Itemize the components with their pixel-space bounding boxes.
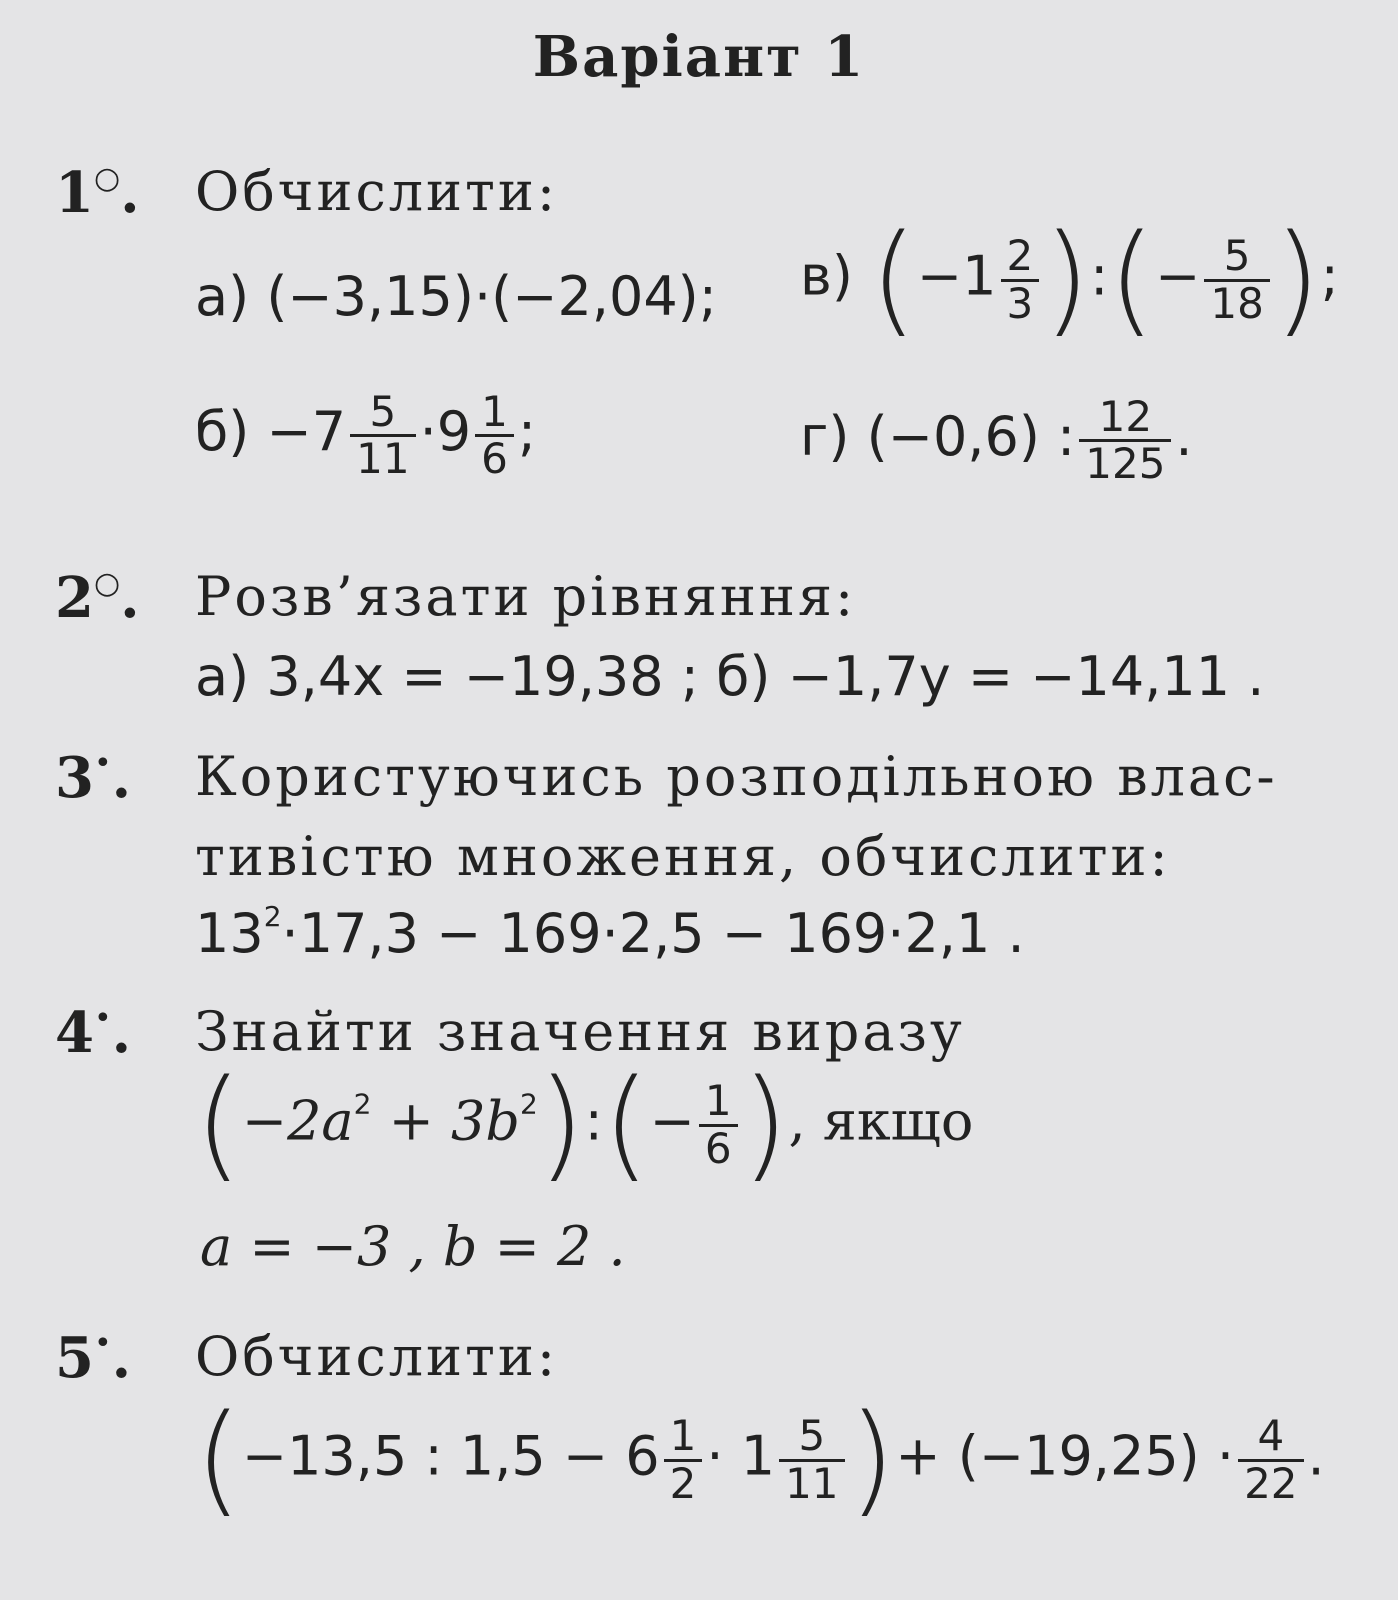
task-1-number: 1○. xyxy=(55,160,140,226)
task-4-heading: Знайти значення виразу xyxy=(195,1000,965,1063)
task-5-expression: (−13,5 : 1,5 − 6 $\frac{1}{2}$ · 1 $\frac{5}{11}$ )+ (−19,25) · $\frac{4}{22}$ . xyxy=(195,1390,1325,1529)
task-5-number: 5•. xyxy=(55,1325,132,1391)
task-4-expression: ($-2a^2$ + $3b^2):(-$ $\frac{1}{6}$ ), якщо xyxy=(195,1055,974,1194)
task-1-heading: Обчислити: xyxy=(195,160,559,223)
task-1v: в) (−1 $\frac{2}{3}$ ):(− $\frac{5}{18}$ ); xyxy=(800,210,1339,349)
task-4-condition: a = −3 , b = 2 . xyxy=(200,1215,626,1278)
task-3-heading: Користуючись розподільною влас- xyxy=(195,745,1278,808)
task-3-expression: $13^2\cdot 17,3 - 169\cdot 2,5 - 169\cdot 2,1$ . xyxy=(195,900,1025,965)
task-1a: а) (−3,15)·(−2,04); xyxy=(195,265,717,328)
task-5-heading: Обчислити: xyxy=(195,1325,559,1388)
page-title: Варіант 1 xyxy=(532,24,866,90)
task-3-number: 3•. xyxy=(55,745,132,811)
task-4-number: 4•. xyxy=(55,1000,132,1066)
task-1b: б) −7 $\frac{5}{11}$ ·9 $\frac{1}{6}$ ; xyxy=(195,387,537,484)
task-1g: г) (−0,6) : $\frac{12}{125}$ . xyxy=(800,392,1193,489)
task-2-equations: а) 3,4x = −19,38 ; б) −1,7y = −14,11 . xyxy=(195,645,1265,708)
task-2-number: 2○. xyxy=(55,565,140,631)
task-3-heading-cont: тивістю множення, обчислити: xyxy=(195,825,1171,888)
task-2-heading: Розв’язати рівняння: xyxy=(195,565,857,628)
